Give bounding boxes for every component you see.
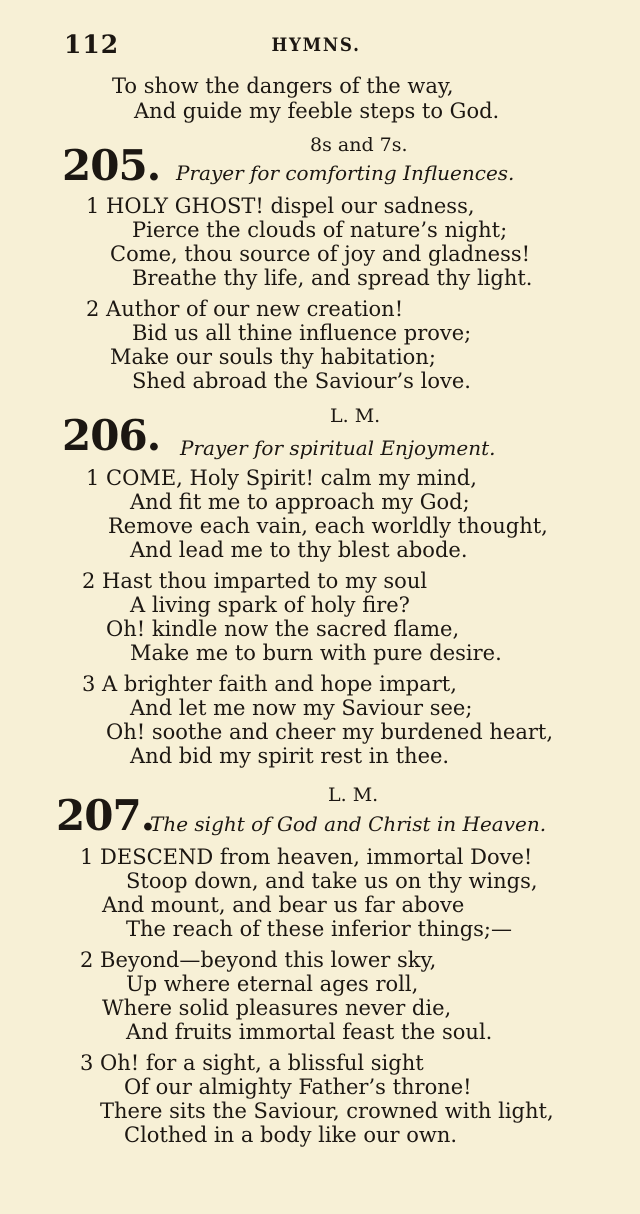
hymn-207-line: 1 DESCEND from heaven, immortal Dove! <box>80 845 533 869</box>
hymn-205-line: 1 HOLY GHOST! dispel our sadness, <box>86 194 475 218</box>
hymn-206-title: Prayer for spiritual Enjoyment. <box>180 436 496 460</box>
hymn-206-line: And bid my spirit rest in thee. <box>130 744 450 768</box>
hymn-205-line: Breathe thy life, and spread thy light. <box>132 266 533 290</box>
hymn-207-line: There sits the Saviour, crowned with light, <box>100 1099 554 1123</box>
hymn-207-line: And fruits immortal feast the soul. <box>126 1020 493 1044</box>
hymn-207-title: The sight of God and Christ in Heaven. <box>150 812 547 836</box>
hymn-206-line: A living spark of holy fire? <box>130 593 410 617</box>
hymn-207-line: Stoop down, and take us on thy wings, <box>126 869 538 893</box>
hymn-205-line: Bid us all thine influence prove; <box>132 321 472 345</box>
hymn-205-line: 2 Author of our new creation! <box>86 297 404 321</box>
hymn-206-line: And let me now my Saviour see; <box>130 696 473 720</box>
page-number: 112 <box>64 30 120 59</box>
hymn-207-line: Clothed in a body like our own. <box>124 1123 458 1147</box>
hymn-205-meter: 8s and 7s. <box>310 134 408 156</box>
running-title: HYMNS. <box>271 34 361 56</box>
hymn-205-line: Make our souls thy habitation; <box>110 345 436 369</box>
hymn-206-meter: L. M. <box>330 405 381 427</box>
carryover-line: And guide my feeble steps to God. <box>134 99 500 123</box>
hymn-205-line: Shed abroad the Saviour’s love. <box>132 369 471 393</box>
hymn-207-line: And mount, and bear us far above <box>102 893 465 917</box>
hymn-206-line: Oh! kindle now the sacred flame, <box>106 617 460 641</box>
hymn-206-line: Remove each vain, each worldly thought, <box>108 514 548 538</box>
hymn-206-line: Oh! soothe and cheer my burdened heart, <box>106 720 554 744</box>
hymn-207-line: 2 Beyond—beyond this lower sky, <box>80 948 437 972</box>
hymn-205-number: 205. <box>62 141 161 190</box>
hymn-206-line: 1 COME, Holy Spirit! calm my mind, <box>86 466 477 490</box>
hymn-206-line: And lead me to thy blest abode. <box>130 538 468 562</box>
hymn-205-line: Come, thou source of joy and gladness! <box>110 242 531 266</box>
hymn-206-line: Make me to burn with pure desire. <box>130 641 502 665</box>
hymn-207-number: 207. <box>56 791 155 840</box>
hymn-207-line: Up where eternal ages roll, <box>126 972 419 996</box>
hymn-206-number: 206. <box>62 411 161 460</box>
hymn-207-line: Where solid pleasures never die, <box>102 996 452 1020</box>
hymn-206-line: 3 A brighter faith and hope impart, <box>82 672 457 696</box>
hymn-205-line: Pierce the clouds of nature’s night; <box>132 218 508 242</box>
hymn-206-line: And fit me to approach my God; <box>130 490 470 514</box>
carryover-line: To show the dangers of the way, <box>112 74 454 98</box>
hymn-205-title: Prayer for comforting Influences. <box>176 161 515 185</box>
hymn-207-line: Of our almighty Father’s throne! <box>124 1075 472 1099</box>
hymn-206-line: 2 Hast thou imparted to my soul <box>82 569 428 593</box>
hymn-207-line: 3 Oh! for a sight, a blissful sight <box>80 1051 424 1075</box>
hymn-207-meter: L. M. <box>328 784 379 806</box>
hymn-207-line: The reach of these inferior things;— <box>126 917 512 941</box>
